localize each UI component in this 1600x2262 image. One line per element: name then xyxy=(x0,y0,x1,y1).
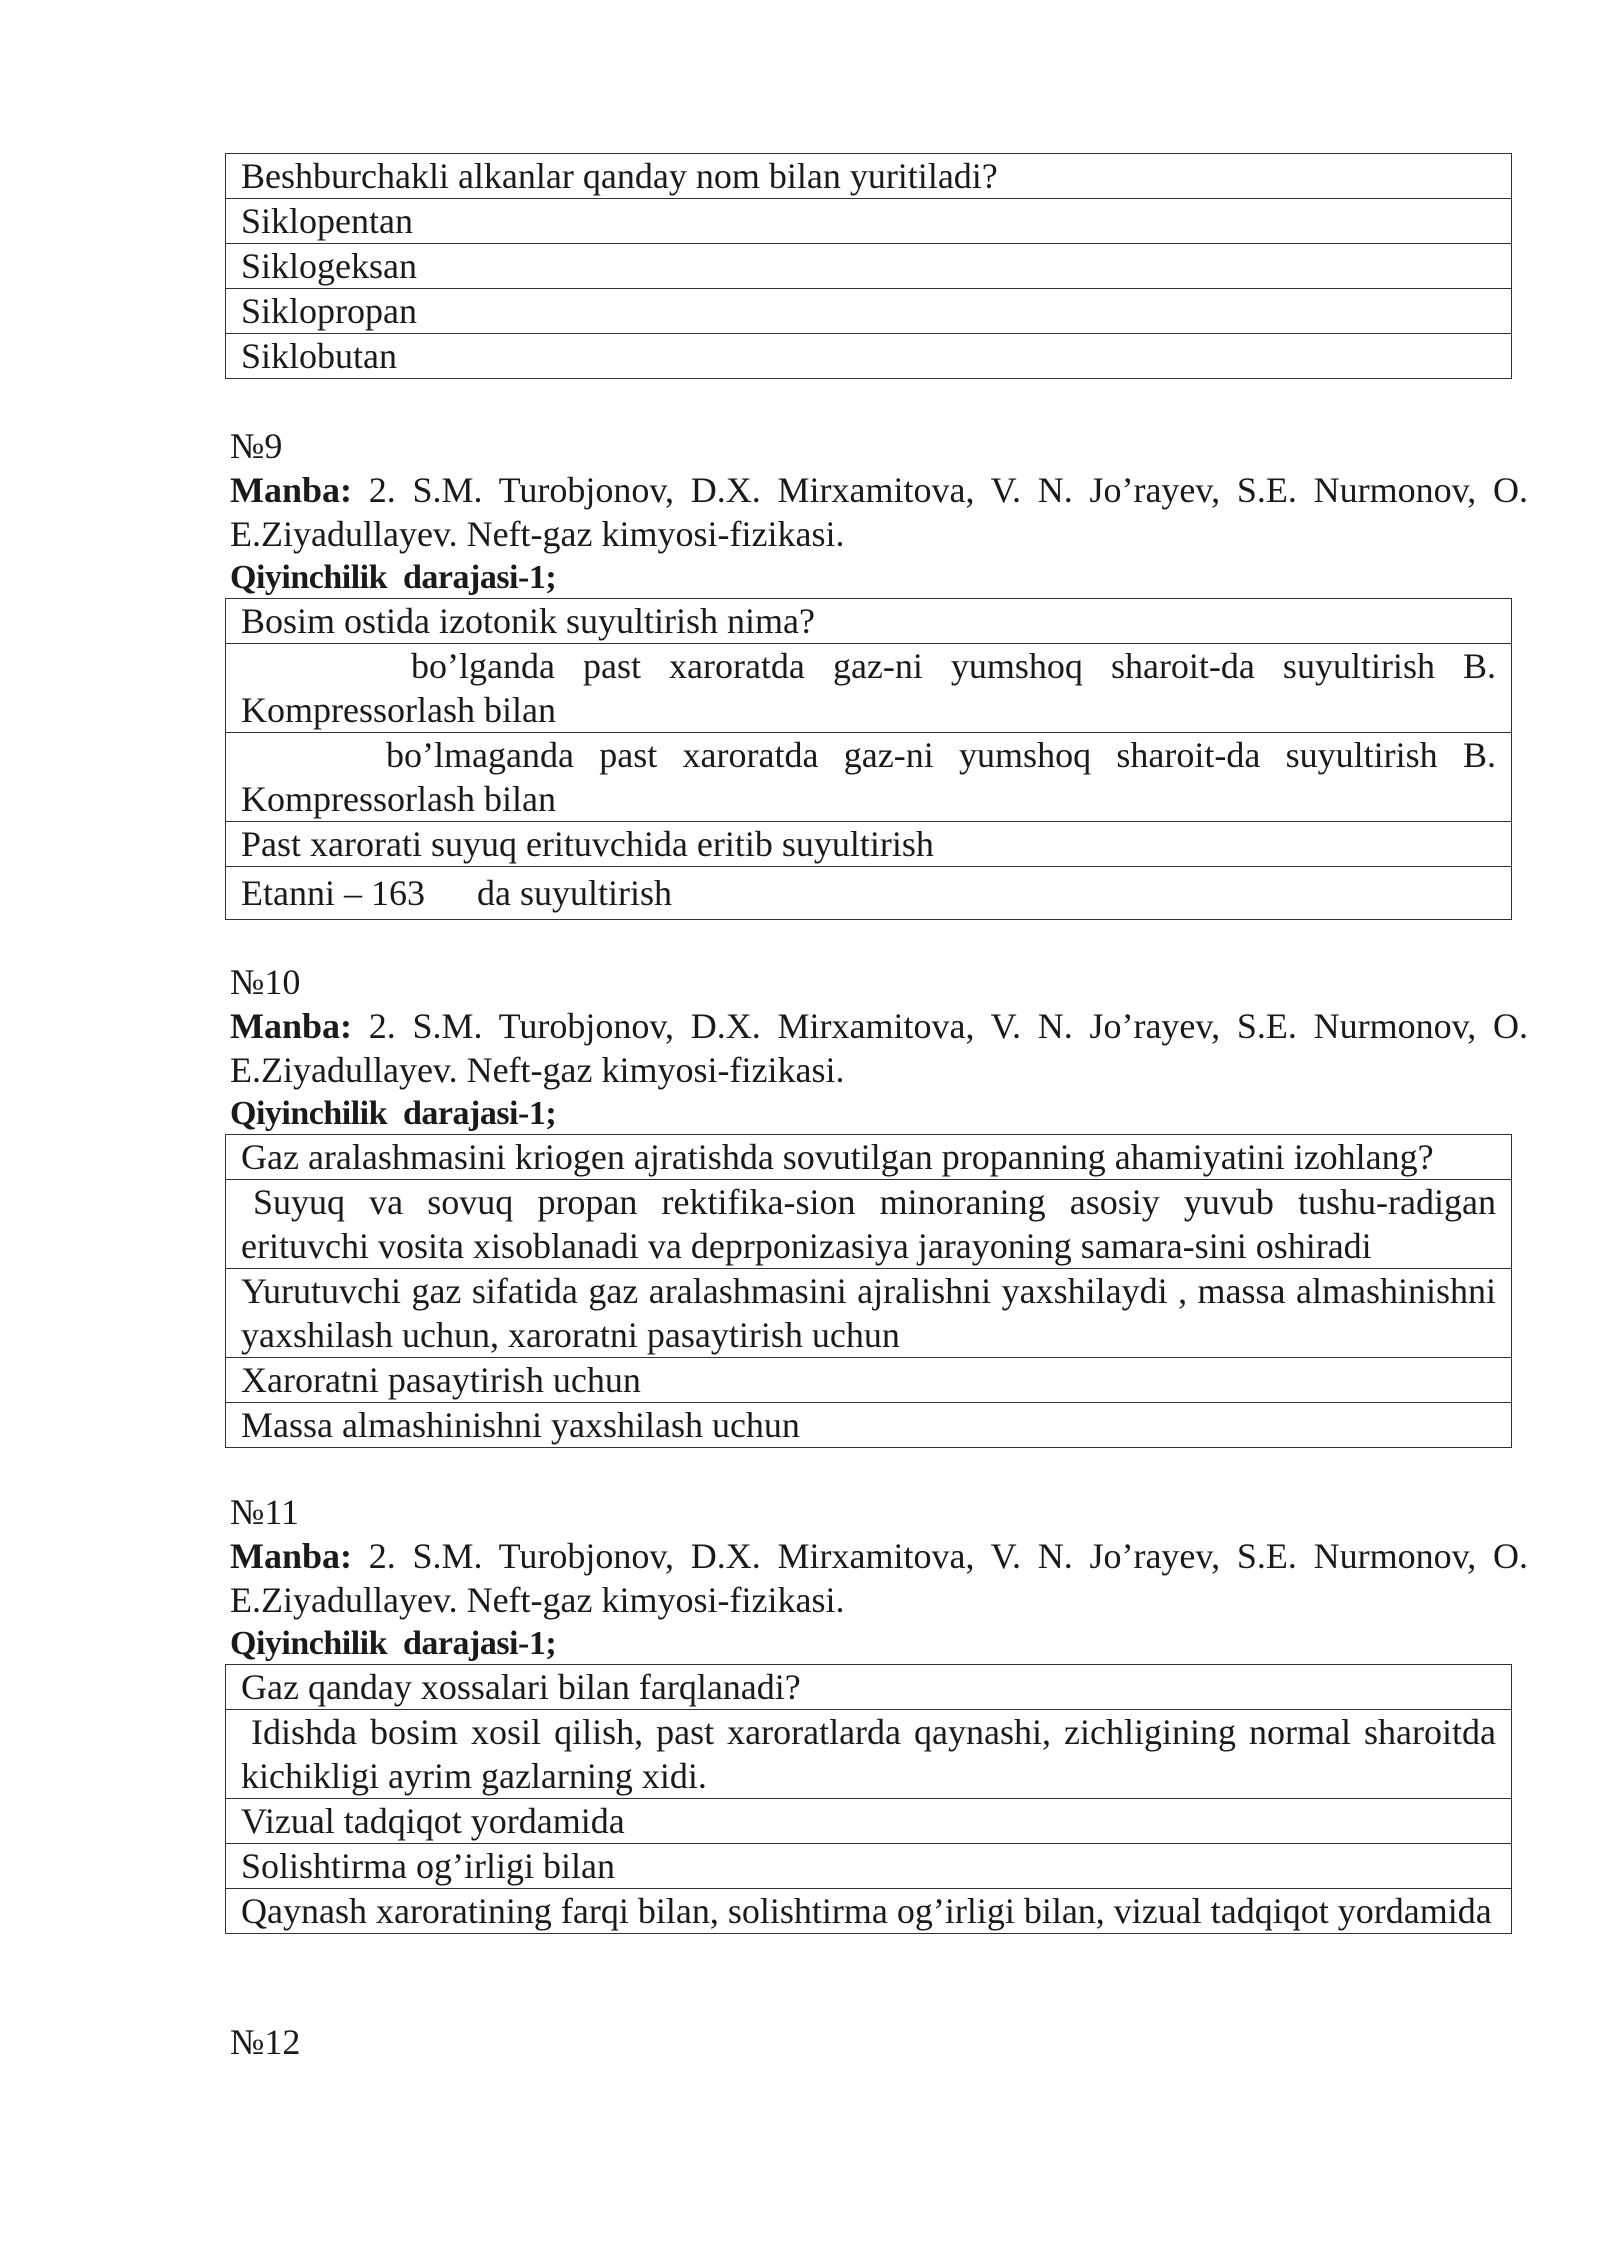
question-8-answer-1: Siklopentan xyxy=(226,199,1512,244)
question-9-difficulty: Qiyinchilik darajasi-1; xyxy=(230,559,557,596)
question-10-answer-1-text: Suyuq va sovuq propan rektifika-sion minoraning asosiy yuvub tushu-radigan erituvchi vosita xisoblanadi va deprponizasiya jarayoning samara-sini oshiradi xyxy=(241,1182,1496,1266)
question-10-answer-1 xyxy=(226,1180,1512,1269)
question-10-table xyxy=(225,1134,1512,1448)
question-11-answer-2: Vizual tadqiqot yordamida xyxy=(226,1799,1512,1844)
question-10-difficulty: Qiyinchilik darajasi-1; xyxy=(230,1095,557,1132)
question-9-answer-1-text: bo’lganda past xaroratda gaz-ni yumshoq sharoit-da suyultirish B. Kompressorlash bilan xyxy=(241,646,1496,730)
question-9-answer-3: Past xarorati suyuq erituvchida eritib suyultirish xyxy=(226,822,1512,867)
question-10-answer-2: Yurutuvchi gaz sifatida gaz aralashmasini ajralishni yaxshilaydi , massa almashinishni yaxshilash uchun, xaroratni pasaytirish uchun xyxy=(226,1269,1512,1358)
question-8-text: Beshburchakli alkanlar qanday nom bilan yuritiladi? xyxy=(226,154,1512,199)
question-10-source xyxy=(230,1004,1528,1092)
question-11-answer-4: Qaynash xaroratining farqi bilan, solishtirma og’irligi bilan, vizual tadqiqot yordamida xyxy=(226,1889,1512,1934)
question-9-source-text: 2. S.M. Turobjonov, D.X. Mirxamitova, V. N. Jo’rayev, S.E. Nurmonov, O. E.Ziyadullayev. Neft-gaz kimyosi-fizikasi. xyxy=(230,470,1528,554)
question-10-answer-3: Xaroratni pasaytirish uchun xyxy=(226,1358,1512,1403)
question-11-answer-1-text: Idishda bosim xosil qilish, past xaroratlarda qaynashi, zichligining normal sharoitda kichikligi ayrim gazlarning xidi. xyxy=(241,1712,1496,1796)
question-9-table xyxy=(225,598,1512,920)
question-9-answer-2 xyxy=(226,733,1512,822)
question-11-difficulty: Qiyinchilik darajasi-1; xyxy=(230,1625,557,1662)
question-9-answer-4-part-b: da suyultirish xyxy=(476,873,672,913)
question-11-number: №11 xyxy=(230,1492,300,1532)
question-9-answer-2-text: bo’lmaganda past xaroratda gaz-ni yumshoq sharoit-da suyultirish B. Kompressorlash bilan xyxy=(241,735,1496,819)
question-9-answer-4 xyxy=(226,867,1512,920)
question-10-source-text: 2. S.M. Turobjonov, D.X. Mirxamitova, V. N. Jo’rayev, S.E. Nurmonov, O. E.Ziyadullayev. Neft-gaz kimyosi-fizikasi. xyxy=(230,1006,1528,1090)
question-10-source-label: Manba: xyxy=(230,1006,353,1046)
question-8-table xyxy=(225,153,1512,379)
question-10-number: №10 xyxy=(230,962,301,1002)
question-10-text: Gaz aralashmasini kriogen ajratishda sovutilgan propanning ahamiyatini izohlang? xyxy=(226,1135,1512,1180)
question-9-answer-4-part-a: Etanni – 163 xyxy=(241,873,425,913)
question-11-answer-3: Solishtirma og’irligi bilan xyxy=(226,1844,1512,1889)
question-8-answer-4: Siklobutan xyxy=(226,334,1512,379)
question-9-text: Bosim ostida izotonik suyultirish nima? xyxy=(226,599,1512,644)
question-12-number: №12 xyxy=(230,2022,301,2062)
question-9-answer-1 xyxy=(226,644,1512,733)
question-11-table xyxy=(225,1664,1512,1934)
question-8-answer-2: Siklogeksan xyxy=(226,244,1512,289)
question-9-source xyxy=(230,468,1528,556)
question-9-source-label: Manba: xyxy=(230,470,353,510)
question-11-source-label: Manba: xyxy=(230,1536,353,1576)
question-11-text: Gaz qanday xossalari bilan farqlanadi? xyxy=(226,1665,1512,1710)
question-8-answer-3: Siklopropan xyxy=(226,289,1512,334)
question-10-answer-4: Massa almashinishni yaxshilash uchun xyxy=(226,1403,1512,1448)
question-11-source-text: 2. S.M. Turobjonov, D.X. Mirxamitova, V. N. Jo’rayev, S.E. Nurmonov, O. E.Ziyadullayev. Neft-gaz kimyosi-fizikasi. xyxy=(230,1536,1528,1620)
question-9-number: №9 xyxy=(230,426,283,466)
question-11-answer-1 xyxy=(226,1710,1512,1799)
question-11-source xyxy=(230,1534,1528,1622)
